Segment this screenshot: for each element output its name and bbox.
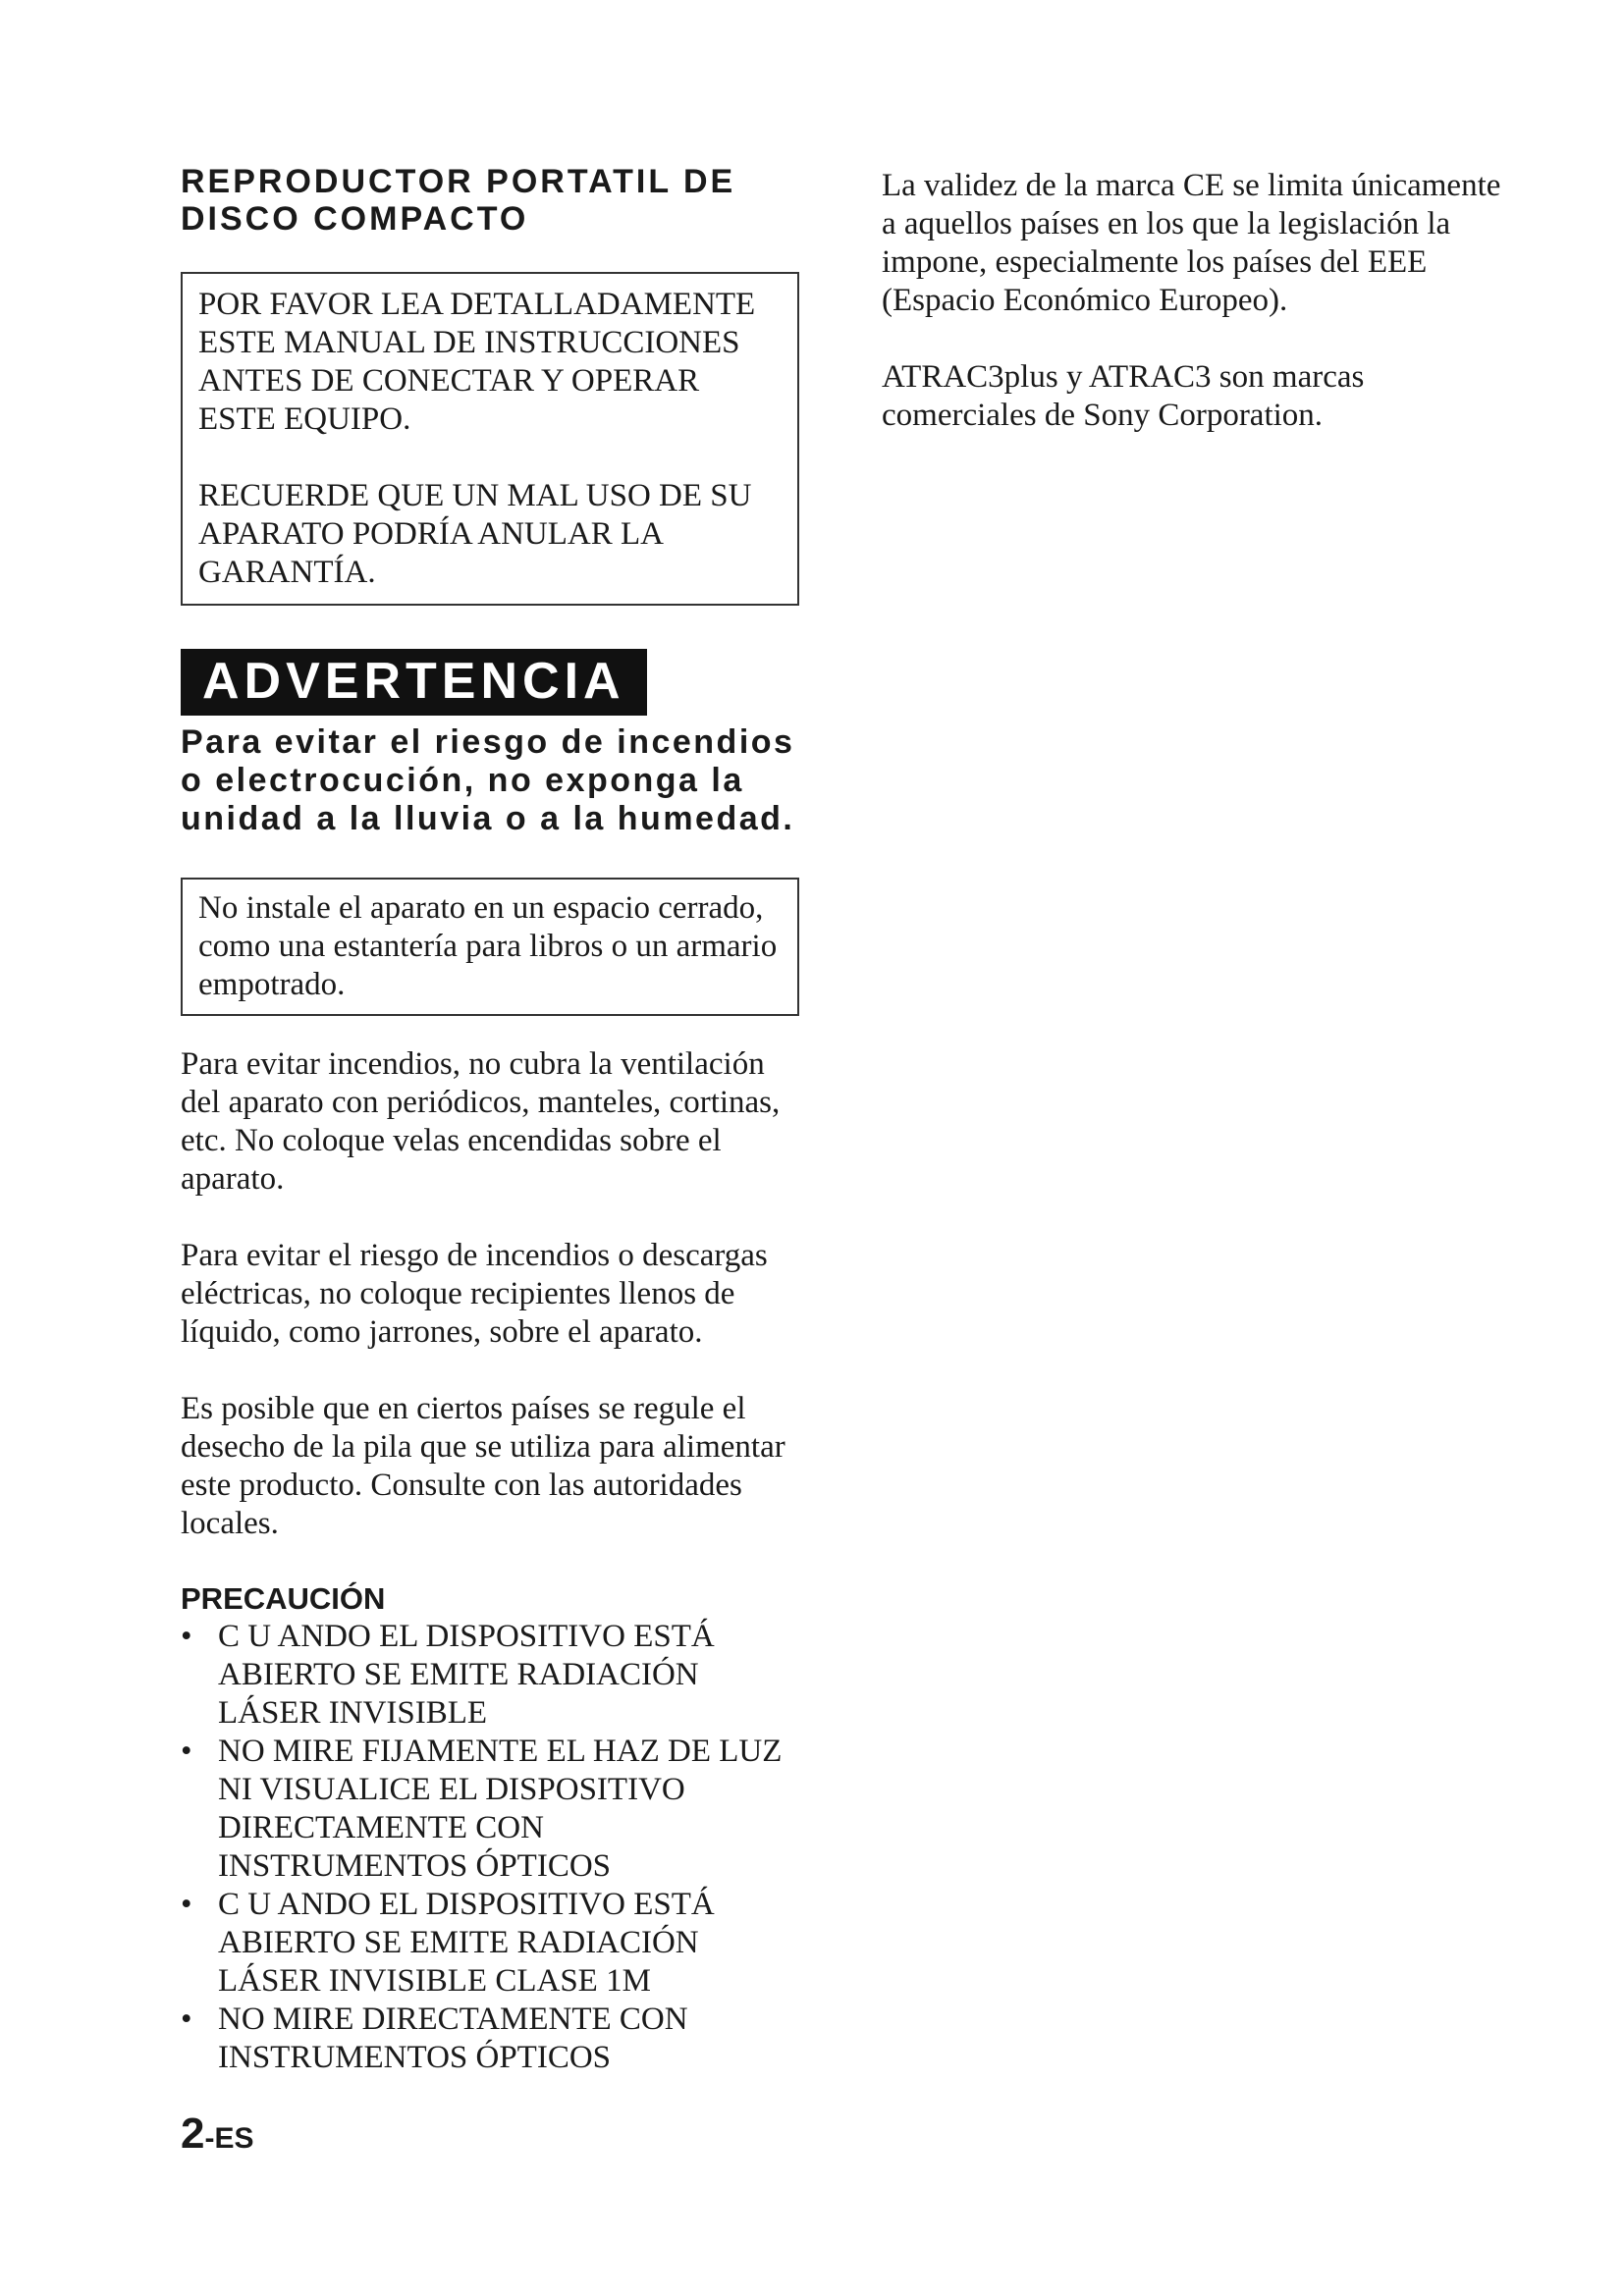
caution-item-text: C U ANDO EL DISPOSITIVO ESTÁ ABIERTO SE EMITE RADIACIÓN LÁSER INVISIBLE CLASE 1M xyxy=(218,1887,715,1999)
trademark-paragraph: ATRAC3plus y ATRAC3 son marcas comerciales de Sony Corporation. xyxy=(882,359,1365,433)
installation-notice-box xyxy=(181,878,799,1016)
warranty-warning-text: RECUERDE QUE UN MAL USO DE SU APARATO PODRÍA ANULAR LA GARANTÍA. xyxy=(198,478,752,590)
bullet-icon: • xyxy=(181,2002,192,2037)
caution-item xyxy=(181,1618,799,1733)
bullet-icon: • xyxy=(181,1734,192,1769)
warning-banner: ADVERTENCIA xyxy=(181,649,647,716)
caution-item xyxy=(181,2001,799,2077)
caution-item-text: C U ANDO EL DISPOSITIVO ESTÁ ABIERTO SE EMITE RADIACIÓN LÁSER INVISIBLE xyxy=(218,1619,715,1731)
caution-item xyxy=(181,1733,799,1886)
caution-title: PRECAUCIÓN xyxy=(181,1581,386,1616)
left-column xyxy=(181,163,799,2077)
caution-item-text: NO MIRE FIJAMENTE EL HAZ DE LUZ NI VISUALICE EL DISPOSITIVO DIRECTAMENTE CON INSTRUMENTOS ÓPTICOS xyxy=(218,1734,783,1884)
page-number xyxy=(181,2110,254,2163)
product-title-line-1: REPRODUCTOR PORTATIL DE xyxy=(181,163,736,200)
caution-item xyxy=(181,1886,799,2001)
product-title xyxy=(181,163,799,238)
page-number-suffix: -ES xyxy=(204,2122,254,2155)
installation-notice-text: No instale el aparato en un espacio cerrado, como una estantería para libros o un armario empotrado. xyxy=(198,890,778,1002)
warning-text: Para evitar el riesgo de incendios o electrocución, no exponga la unidad a la lluvia o a la humedad. xyxy=(181,723,795,837)
liquid-paragraph: Para evitar el riesgo de incendios o descargas eléctricas, no coloque recipientes llenos de líquido, como jarrones, sobre el aparato. xyxy=(181,1238,768,1350)
page-number-value: 2 xyxy=(181,2109,205,2158)
product-title-line-2: DISCO COMPACTO xyxy=(181,200,529,238)
caution-item-text: NO MIRE DIRECTAMENTE CON INSTRUMENTOS ÓPTICOS xyxy=(218,2002,688,2075)
caution-list xyxy=(181,1618,799,2077)
right-column xyxy=(882,167,1510,435)
battery-disposal-paragraph: Es posible que en ciertos países se regule el desecho de la pila que se utiliza para alimentar este producto. Consulte con las autoridades locales. xyxy=(181,1391,785,1541)
bullet-icon: • xyxy=(181,1887,192,1922)
read-instructions-text: POR FAVOR LEA DETALLADAMENTE ESTE MANUAL DE INSTRUCCIONES ANTES DE CONECTAR Y OPERAR ESTE EQUIPO. xyxy=(198,287,756,437)
ventilation-paragraph: Para evitar incendios, no cubra la ventilación del aparato con periódicos, manteles, cortinas, etc. No coloque velas encendidas sobre el aparato. xyxy=(181,1046,781,1197)
ce-mark-paragraph: La validez de la marca CE se limita únicamente a aquellos países en los que la legislación la impone, especialmente los países del EEE (Espacio Económico Europeo). xyxy=(882,168,1501,318)
bullet-icon: • xyxy=(181,1619,192,1654)
read-instructions-box xyxy=(181,272,799,606)
